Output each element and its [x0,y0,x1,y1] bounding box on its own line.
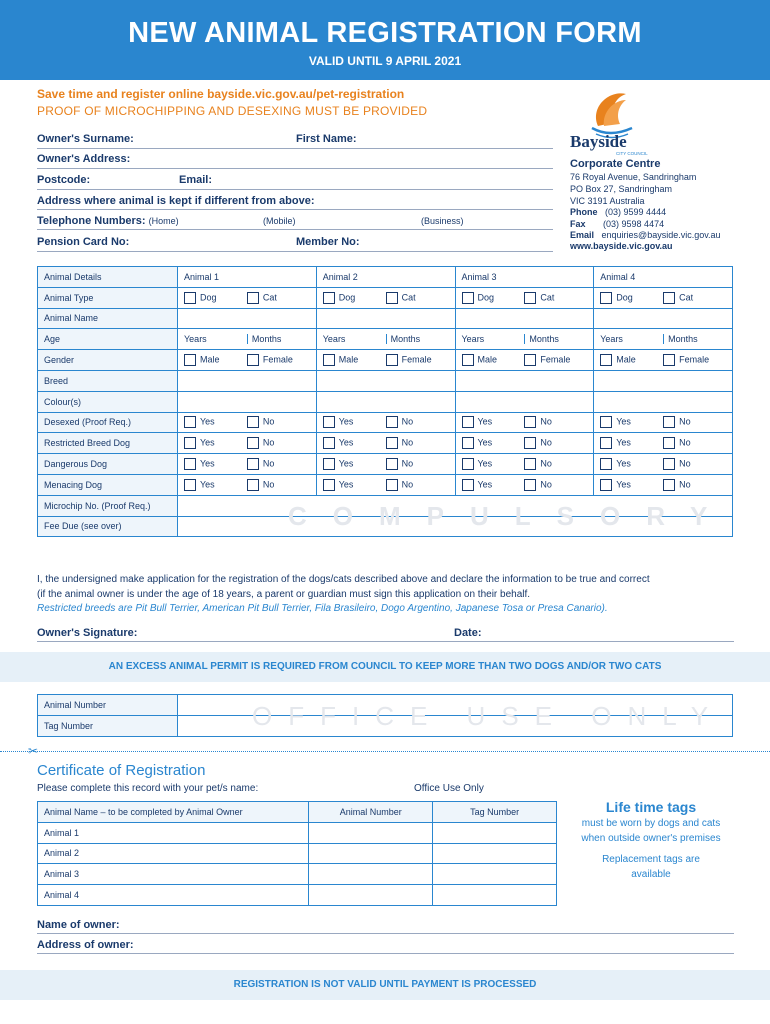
owner-surname-label: Owner's Surname: [37,133,134,145]
certificate-animal-name[interactable]: Animal 4 [38,885,309,906]
restricted-breed-label: Restricted Breed Dog [38,433,178,454]
header-animal-3: Animal 3 [455,267,594,288]
svg-text:CITY COUNCIL: CITY COUNCIL [616,151,648,156]
male-checkbox[interactable] [462,354,474,366]
col-tag-number: Tag Number [433,802,557,823]
fee-due-label: Fee Due (see over) [38,516,178,537]
pension-card-label: Pension Card No: [37,236,130,248]
council-email: Email enquiries@bayside.vic.gov.au [570,230,721,240]
mobile-label: (Mobile) [263,216,296,226]
yes-no-cell: Yes No [455,433,594,454]
table-row [38,474,733,495]
certificate-animal-number[interactable] [309,885,433,906]
no-checkbox[interactable] [524,458,536,470]
postcode-label: Postcode: [37,174,91,186]
no-checkbox[interactable] [247,479,259,491]
dog-checkbox[interactable] [462,292,474,304]
yes-checkbox[interactable] [462,416,474,428]
compulsory-watermark: COMPULSORY [288,501,734,531]
declaration-text: I, the undersigned make application for the registration of the dogs/cats described above and declare the information to be true and correct (if the animal owner is under the age of 18 years, a parent or guardian must sign this application on their behalf. Restricted breeds are Pit Bull Terrier, American Pit Bull Terrier, Fila Brasileiro, Dogo Argentino, Japanese Tosa or Presa Canario). [37,574,650,614]
yes-checkbox[interactable] [600,479,612,491]
header-animal-4: Animal 4 [594,267,733,288]
excess-permit-notice: AN EXCESS ANIMAL PERMIT IS REQUIRED FROM COUNCIL TO KEEP MORE THAN TWO DOGS AND/OR TWO CATS [0,652,770,682]
animal-number-label: Animal Number [38,695,178,716]
yes-checkbox[interactable] [184,479,196,491]
animal-name-input[interactable] [594,308,733,329]
registration-link[interactable]: bayside.vic.gov.au/pet-registration [207,87,405,101]
table-header-row [38,802,557,823]
yes-no-cell: Yes No [594,454,733,475]
no-checkbox[interactable] [524,479,536,491]
dog-checkbox[interactable] [184,292,196,304]
gender-cell: Male Female [178,350,317,371]
no-checkbox[interactable] [663,416,675,428]
table-row [38,412,733,433]
telephone-label: Telephone Numbers: (Home) [37,215,179,227]
no-checkbox[interactable] [524,416,536,428]
yes-no-cell: Yes No [594,474,733,495]
colour-input[interactable] [316,391,455,412]
bayside-logo [570,86,660,156]
office-use-only-label: Office Use Only [414,783,484,794]
dangerous-dog-label: Dangerous Dog [38,454,178,475]
table-row [38,433,733,454]
yes-no-cell: Yes No [594,433,733,454]
scissors-icon: ✂ [28,744,39,758]
type-cell: Dog Cat [178,287,317,308]
age-cell[interactable]: Years Months [178,329,317,350]
age-cell[interactable]: Years Months [594,329,733,350]
breed-input[interactable] [316,370,455,391]
no-checkbox[interactable] [663,437,675,449]
member-no-label: Member No: [296,236,360,248]
animal-details-table [37,266,733,537]
cat-checkbox[interactable] [386,292,398,304]
yes-checkbox[interactable] [323,416,335,428]
animal-name-input[interactable] [455,308,594,329]
table-row [38,391,733,412]
header-animal-2: Animal 2 [316,267,455,288]
kept-address-field[interactable] [37,209,553,210]
business-label: (Business) [421,216,464,226]
cat-checkbox[interactable] [247,292,259,304]
life-tags-line2: when outside owner's premises [581,833,721,844]
yes-checkbox[interactable] [462,479,474,491]
email-label: Email: [179,174,213,186]
desexed-label: Desexed (Proof Req.) [38,412,178,433]
yes-no-cell: Yes No [178,474,317,495]
certificate-table [37,801,557,906]
council-website[interactable]: www.bayside.vic.gov.au [570,241,673,251]
first-name-label: First Name: [296,133,357,145]
table-row [38,308,733,329]
form-title: NEW ANIMAL REGISTRATION FORM [128,17,642,49]
yes-checkbox[interactable] [323,479,335,491]
council-fax: Fax (03) 9598 4474 [570,219,665,229]
yes-checkbox[interactable] [462,458,474,470]
certificate-animal-number[interactable] [309,843,433,864]
postcode-email-field[interactable] [37,189,553,190]
signature-label: Owner's Signature: [37,627,138,639]
no-checkbox[interactable] [247,458,259,470]
breed-label: Breed [38,370,178,391]
yes-no-cell: Yes No [455,454,594,475]
age-cell[interactable]: Years Months [316,329,455,350]
table-row [38,822,557,843]
yes-checkbox[interactable] [323,458,335,470]
gender-cell: Male Female [455,350,594,371]
cut-line [0,751,770,752]
table-row [38,287,733,308]
female-checkbox[interactable] [386,354,398,366]
table-row [38,370,733,391]
owner-name-label: Name of owner: [37,919,120,931]
table-row [38,885,557,906]
gender-cell: Male Female [594,350,733,371]
female-checkbox[interactable] [524,354,536,366]
life-time-tags-title: Life time tags [605,799,697,815]
yes-checkbox[interactable] [462,437,474,449]
colour-input[interactable] [178,391,317,412]
female-checkbox[interactable] [247,354,259,366]
type-cell: Dog Cat [455,287,594,308]
yes-checkbox[interactable] [184,437,196,449]
certificate-animal-number[interactable] [309,864,433,885]
menacing-dog-label: Menacing Dog [38,474,178,495]
office-use-watermark: OFFICE USE ONLY [252,701,725,731]
tag-number-label: Tag Number [38,715,178,736]
shell-logo [570,86,660,156]
animal-type-label: Animal Type [38,287,178,308]
yes-checkbox[interactable] [600,416,612,428]
certificate-tag-number[interactable] [433,864,557,885]
council-phone: Phone (03) 9599 4444 [570,207,667,217]
certificate-animal-name[interactable]: Animal 1 [38,822,309,843]
no-checkbox[interactable] [386,437,398,449]
dog-checkbox[interactable] [323,292,335,304]
age-cell[interactable]: Years Months [455,329,594,350]
no-checkbox[interactable] [386,479,398,491]
owner-name-field[interactable] [37,933,734,934]
gender-label: Gender [38,350,178,371]
yes-checkbox[interactable] [600,437,612,449]
certificate-tag-number[interactable] [433,885,557,906]
yes-no-cell: Yes No [178,454,317,475]
corporate-centre-heading: Corporate Centre [570,158,661,170]
microchip-label: Microchip No. (Proof Req.) [38,495,178,516]
table-row [38,843,557,864]
header-animal-1: Animal 1 [178,267,317,288]
no-checkbox[interactable] [663,458,675,470]
breed-input[interactable] [594,370,733,391]
council-street: 76 Royal Avenue, Sandringham [570,172,697,182]
yes-no-cell: Yes No [316,474,455,495]
council-state: VIC 3191 Australia [570,196,645,206]
no-checkbox[interactable] [524,437,536,449]
no-checkbox[interactable] [663,479,675,491]
owner-address-cert-field[interactable] [37,953,734,954]
certificate-tag-number[interactable] [433,843,557,864]
life-tags-line1: must be worn by dogs and cats [581,818,721,829]
owner-address-cert-label: Address of owner: [37,939,134,951]
col-animal-number: Animal Number [309,802,433,823]
life-tags-line4: available [631,869,671,880]
surname-field[interactable] [37,148,553,149]
breed-input[interactable] [178,370,317,391]
colour-input[interactable] [594,391,733,412]
colour-input[interactable] [455,391,594,412]
header-animal-details: Animal Details [38,267,178,288]
table-row [38,864,557,885]
animal-name-input[interactable] [316,308,455,329]
valid-until: VALID UNTIL 9 APRIL 2021 [308,54,462,68]
male-checkbox[interactable] [600,354,612,366]
pension-member-field[interactable] [37,251,553,252]
no-checkbox[interactable] [386,458,398,470]
cat-checkbox[interactable] [663,292,675,304]
colours-label: Colour(s) [38,391,178,412]
payment-notice: REGISTRATION IS NOT VALID UNTIL PAYMENT IS PROCESSED [0,970,770,1000]
yes-no-cell: Yes No [178,433,317,454]
no-checkbox[interactable] [386,416,398,428]
certificate-instructions: Please complete this record with your pet/s name: [37,783,259,794]
proof-notice: PROOF OF MICROCHIPPING AND DESEXING MUST BE PROVIDED [37,104,428,118]
table-row [38,350,733,371]
certificate-animal-name[interactable]: Animal 3 [38,864,309,885]
certificate-title: Certificate of Registration [37,762,206,779]
yes-no-cell: Yes No [455,412,594,433]
table-row [38,329,733,350]
animal-name-label: Animal Name [38,308,178,329]
type-cell: Dog Cat [594,287,733,308]
cat-checkbox[interactable] [524,292,536,304]
type-cell: Dog Cat [316,287,455,308]
yes-checkbox[interactable] [184,416,196,428]
form-header [0,0,770,80]
owner-address-label: Owner's Address: [37,153,131,165]
gender-cell: Male Female [316,350,455,371]
female-checkbox[interactable] [663,354,675,366]
yes-no-cell: Yes No [316,454,455,475]
col-animal-name: Animal Name – to be completed by Animal Owner [38,802,309,823]
certificate-animal-name[interactable]: Animal 2 [38,843,309,864]
yes-checkbox[interactable] [600,458,612,470]
life-tags-line3: Replacement tags are [602,854,700,865]
age-label: Age [38,329,178,350]
no-checkbox[interactable] [247,416,259,428]
kept-address-label: Address where animal is kept if different from above: [37,195,315,207]
no-checkbox[interactable] [247,437,259,449]
male-checkbox[interactable] [323,354,335,366]
certificate-tag-number[interactable] [433,822,557,843]
yes-checkbox[interactable] [323,437,335,449]
certificate-animal-number[interactable] [309,822,433,843]
yes-checkbox[interactable] [184,458,196,470]
yes-no-cell: Yes No [455,474,594,495]
yes-no-cell: Yes No [594,412,733,433]
breed-input[interactable] [455,370,594,391]
signature-field[interactable] [37,641,734,642]
table-row [38,454,733,475]
male-checkbox[interactable] [184,354,196,366]
council-po-box: PO Box 27, Sandringham [570,184,673,194]
address-field[interactable] [37,168,553,169]
table-header-row [38,267,733,288]
yes-no-cell: Yes No [178,412,317,433]
svg-text:Bayside: Bayside [570,132,627,151]
yes-no-cell: Yes No [316,433,455,454]
online-registration-note: Save time and register online bayside.vic.gov.au/pet-registration [37,87,405,101]
date-label: Date: [454,627,482,639]
animal-name-input[interactable] [178,308,317,329]
dog-checkbox[interactable] [600,292,612,304]
yes-no-cell: Yes No [316,412,455,433]
telephone-field[interactable] [37,229,553,230]
